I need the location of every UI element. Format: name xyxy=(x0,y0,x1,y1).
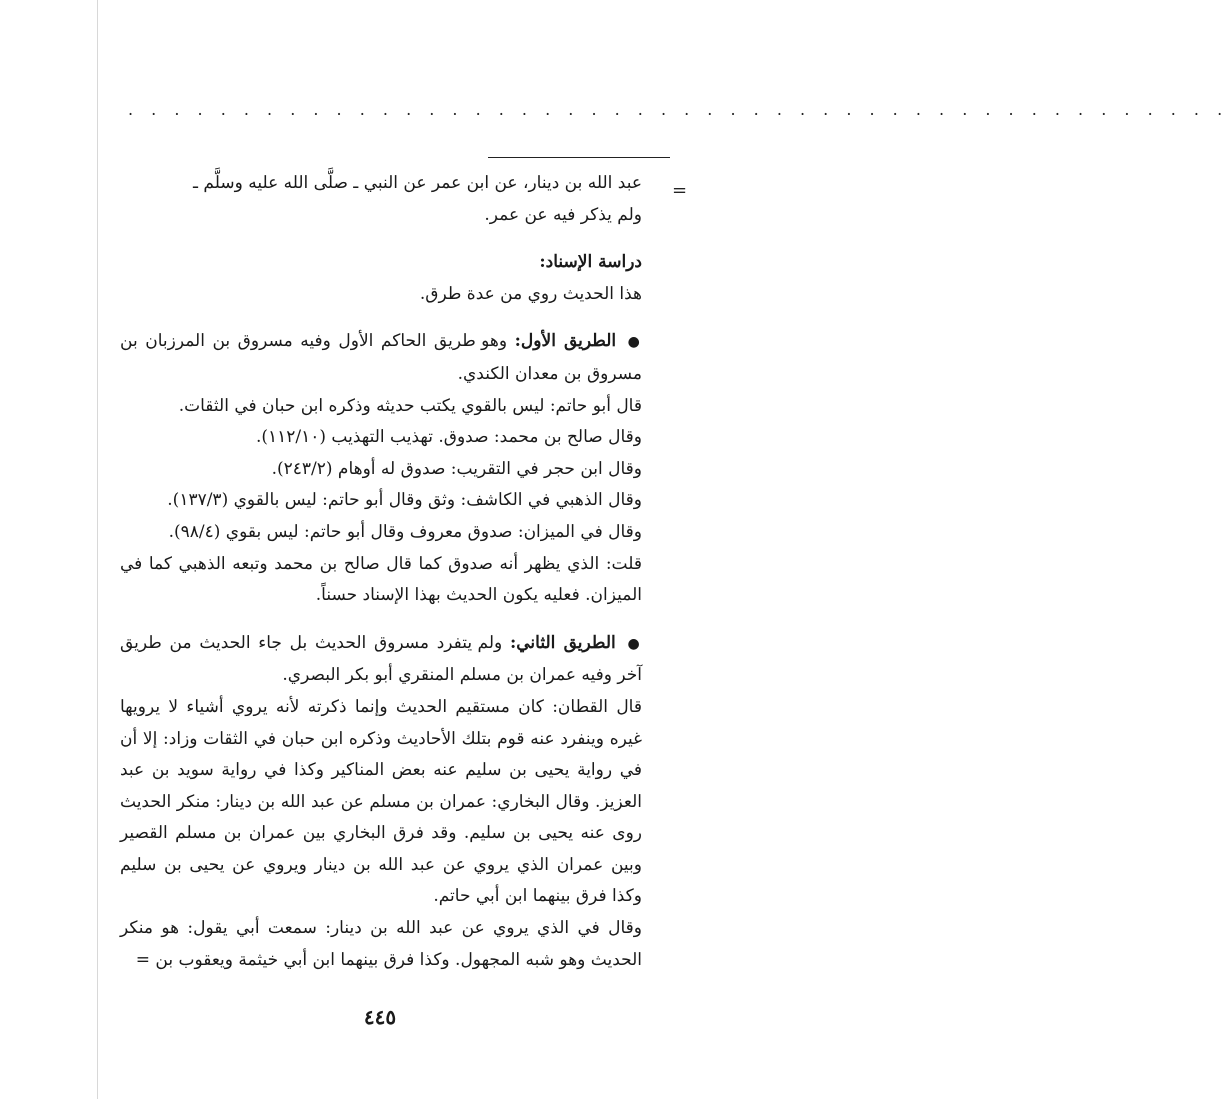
first-path-heading: الطريق الأول: xyxy=(514,331,617,352)
main-text xyxy=(120,168,642,976)
second-path-heading: الطريق الثاني: xyxy=(509,632,616,653)
text-line: وقال ابن حجر في التقريب: صدوق له أوهام (٢٤٣/٢). xyxy=(271,458,642,479)
text-line: قال أبو حاتم: ليس بالقوي يكتب حديثه وذكره ابن حبان في الثقات. xyxy=(178,395,642,416)
second-path-paragraph xyxy=(120,628,642,692)
text-line: ولم يذكر فيه عن عمر. xyxy=(484,204,642,225)
text-line: وقال صالح بن محمد: صدوق. تهذيب التهذيب (١١٢/١٠). xyxy=(255,427,642,448)
text-line: قلت: الذي يظهر أنه صدوق كما قال صالح بن محمد وتبعه الذهبي كما في الميزان. فعليه يكون الحديث بهذا الإسناد حسناً. xyxy=(120,553,642,606)
first-path-paragraph xyxy=(120,326,642,390)
second-path-body: ولم يتفرد مسروق الحديث بل جاء الحديث من طريق آخر وفيه عمران بن مسلم المنقري أبو بكر البصري. xyxy=(120,632,642,686)
header-dotted-line: . . . . . . . . . . . . . . . . . . . . . . . . . . . . . . . . . . . . . . . . . . . . . . . . xyxy=(128,100,1229,119)
footnote-separator-rule xyxy=(488,157,670,158)
bullet-icon: ● xyxy=(627,334,643,351)
text-line: وقال في الذي يروي عن عبد الله بن دينار: سمعت أبي يقول: هو منكر الحديث وهو شبه المجهول. وكذا فرق بينهما ابن أبي خيثمة ويعقوب بن = xyxy=(120,918,642,970)
first-path-body: وهو طريق الحاكم الأول وفيه مسروق بن المرزبان بن مسروق بن معدان الكندي. xyxy=(120,331,642,384)
bullet-icon: ● xyxy=(627,635,643,652)
text-line: عبد الله بن دينار، عن ابن عمر عن النبي ـ صلَّى الله عليه وسلَّم ـ xyxy=(193,173,642,193)
continuation-mark: = xyxy=(672,180,688,201)
text-line: وقال الذهبي في الكاشف: وثق وقال أبو حاتم: ليس بالقوي (١٣٧/٣). xyxy=(167,490,642,511)
section-heading: دراسة الإسناد: xyxy=(539,252,642,273)
binding-edge-line xyxy=(97,0,98,1099)
page-number: ٤٤٥ xyxy=(363,1005,397,1029)
text-line: هذا الحديث روي من عدة طرق. xyxy=(419,283,642,304)
text-line: قال القطان: كان مستقيم الحديث وإنما ذكرته لأنه يروي أشياء لا يرويها غيره وينفرد عنه قوم بتلك الأحاديث وذكره ابن حبان في الثقات وزاد: إلا أن في رواية يحيى بن سليم عنه بعض المناكير وكذا في رواية سويد بن عبد العزيز. وقال البخاري: عمران بن مسلم عن عبد الله بن دينار: منكر الحديث روى عنه يحيى بن سليم. وقد فرق البخاري بين عمران بن مسلم القصير وبين عمران الذي يروي عن عبد الله بن دينار ويروي عن يحيى بن سليم وكذا فرق بينهما ابن أبي حاتم. xyxy=(120,696,642,907)
text-line: وقال في الميزان: صدوق معروف وقال أبو حاتم: ليس بقوي (٩٨/٤). xyxy=(168,521,642,542)
